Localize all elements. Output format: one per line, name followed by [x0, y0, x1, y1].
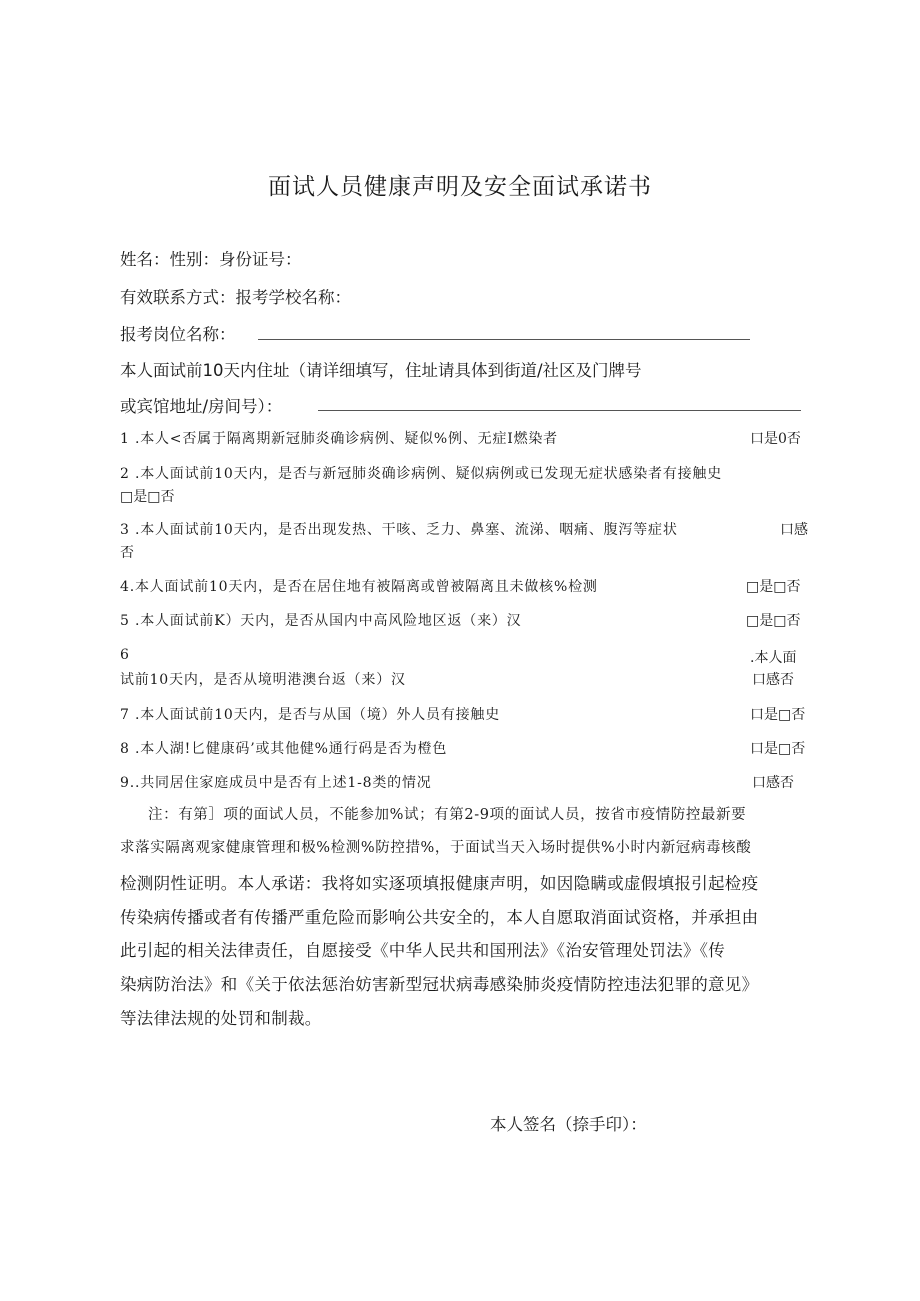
page-title: 面试人员健康声明及安全面试承诺书	[268, 174, 652, 200]
address-label: 本人面试前10天内住址（请详细填写，住址请具体到街道/社区及门牌号	[120, 361, 642, 380]
pledge-line-4: 染病防治法》和《关于依法惩治妨害新型冠状病毒感染肺炎疫情防控违法犯罪的意见》	[120, 975, 759, 994]
note-line-1: 注：有第］项的面试人员，不能参加%试；有第2-9项的面试人员，按省市疫情防控最新要	[148, 807, 747, 823]
question-6-start: .本人面	[750, 650, 797, 666]
pledge-line-2: 传染病传播或者有传播严重危险而影响公共安全的，本人自愿取消面试资格，并承担由	[120, 908, 759, 927]
question-8-answer[interactable]: 口是□否	[750, 741, 806, 757]
question-7: 7 .本人面试前10天内，是否与从国（境）外人员有接触史	[120, 707, 501, 723]
position-underline[interactable]	[258, 339, 750, 340]
question-2: 2 .本人面试前10天内，是否与新冠肺炎确诊病例、疑似病例或已发现无症状感染者有接触史	[120, 466, 723, 482]
hotel-address-label: 或宾馆地址/房间号）：	[120, 397, 283, 416]
question-3: 3 .本人面试前10天内，是否出现发热、干咳、乏力、鼻塞、流涕、咽痛、腹泻等症状	[120, 522, 678, 538]
question-5: 5 .本人面试前K）天内，是否从国内中高风险地区返（来）汉	[120, 613, 522, 629]
question-1: 1 .本人<否属于隔离期新冠肺炎确诊病例、疑似%例、无症I燃染者	[120, 431, 558, 447]
question-4-answer[interactable]: □是□否	[746, 579, 801, 595]
question-3-answer[interactable]: 口感	[780, 522, 808, 538]
pledge-line-1: 检测阴性证明。本人承诺：我将如实逐项填报健康声明，如因隐瞒或虚假填报引起检疫	[120, 874, 759, 893]
name-gender-id-label: 姓名：性别：身份证号：	[120, 250, 302, 269]
question-8: 8 .本人湖!匕健康码’或其他健%通行码是否为橙色	[120, 741, 448, 757]
signature-label: 本人签名（捺手印）：	[490, 1115, 647, 1134]
question-5-answer[interactable]: □是□否	[746, 613, 801, 629]
pledge-line-3: 此引起的相关法律责任，自愿接受《中华人民共和国刑法》《治安管理处罚法》《传	[120, 941, 726, 960]
pledge-line-5: 等法律法规的处罚和制裁。	[120, 1009, 322, 1028]
note-line-2: 求落实隔离观家健康管理和极%检测%防控措%，于面试当天入场时提供%小时内新冠病毒核酸	[120, 840, 752, 856]
question-1-answer[interactable]: 口是0否	[750, 431, 801, 447]
contact-school-label: 有效联系方式：报考学校名称：	[120, 288, 351, 307]
question-6: 试前10天内，是否从境明港澳台返（来）汉	[120, 672, 406, 688]
question-9-answer[interactable]: 口感否	[752, 775, 794, 791]
question-4: 4.本人面试前10天内，是否在居住地有被隔离或曾被隔离且未做核%检测	[120, 579, 598, 595]
address-underline[interactable]	[318, 410, 801, 411]
position-label: 报考岗位名称：	[120, 325, 236, 344]
question-6-answer[interactable]: 口感否	[752, 672, 794, 688]
question-7-answer[interactable]: 口是□否	[750, 707, 806, 723]
question-3-answer-tail[interactable]: 否	[120, 545, 134, 561]
question-2-answer[interactable]: □是□否	[120, 489, 175, 505]
question-9: 9..共同居住家庭成员中是否有上述1-8类的情况	[120, 775, 432, 791]
question-6-number: 6	[120, 647, 130, 663]
